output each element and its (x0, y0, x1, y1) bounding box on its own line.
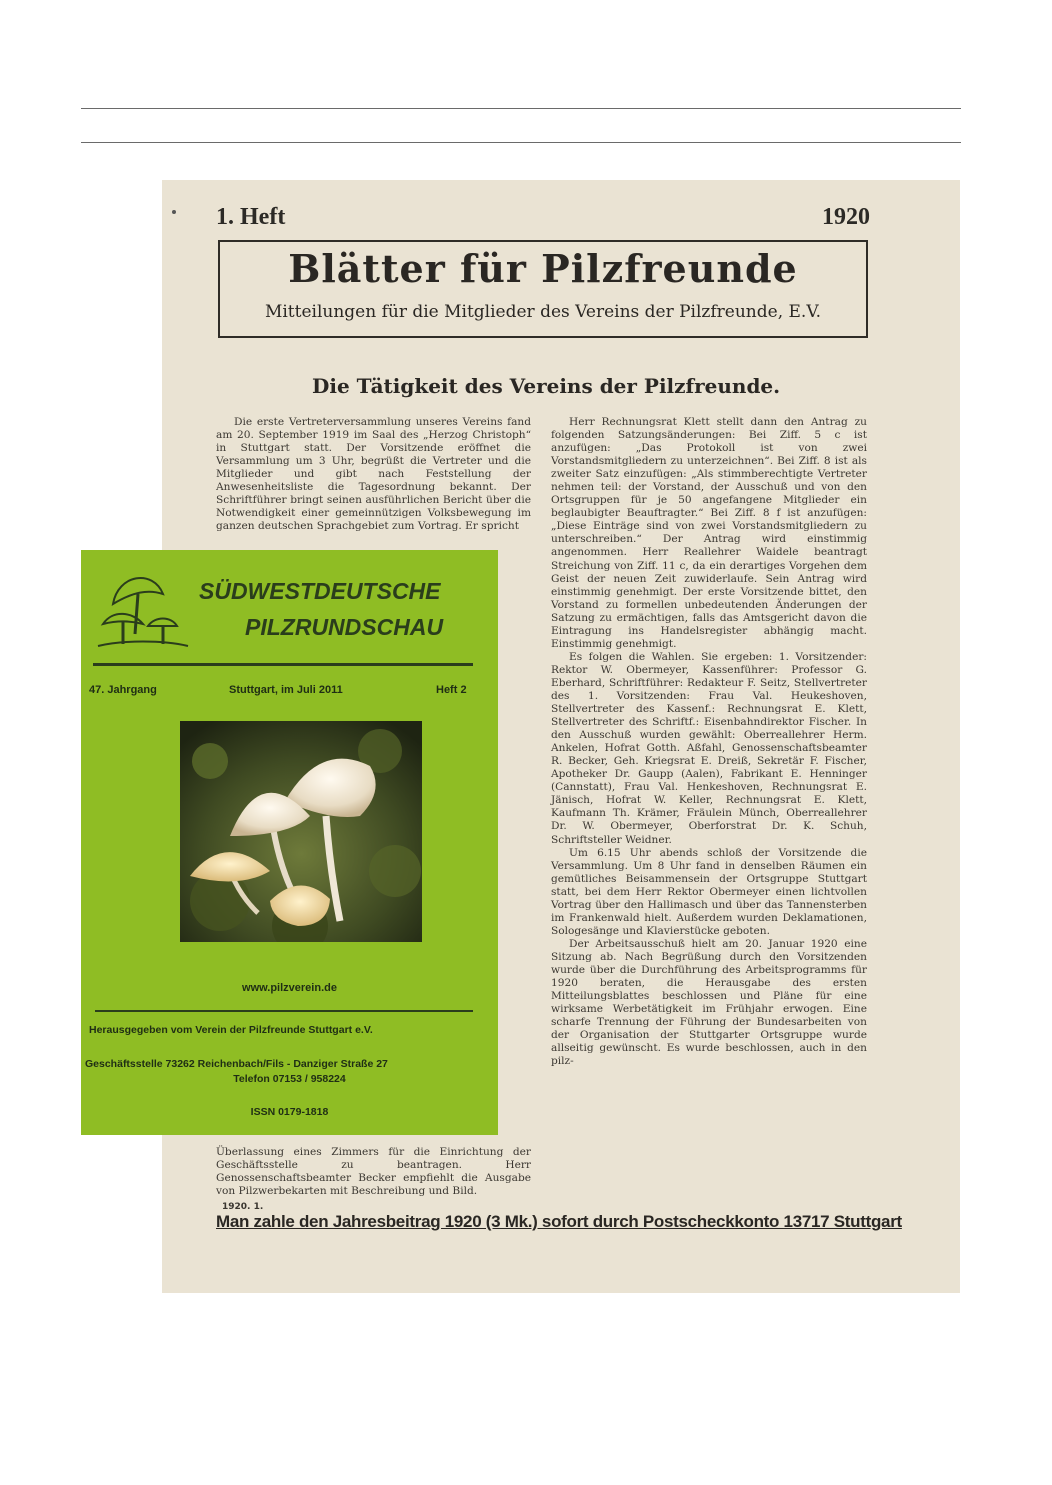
cover-title-line1: SÜDWESTDEUTSCHE (199, 578, 441, 604)
cover-place-date: Stuttgart, im Juli 2011 (229, 684, 343, 696)
article-paragraph: Herr Rechnungsrat Klett stellt dann den Antrag zu folgenden Satzungsänderungen: Bei Ziff. 5 c ist anzufügen: „Das Protokoll ist von zwei Vorstandsmitgliedern zu unterzeichnen“. Bei Ziff. 8 ist als zweiter Satz einzufügen: „Als stimmberechtigte Vertreter nehmen teil: der Vorstand, der Ausschuß und von den Ortsgruppen für je 50 angefangene Mitglieder ein beglaubigter Beauftragter.“ Bei Ziff. 8 f ist anzufügen: „Diese Einträge sind von zwei Vorstandsmitgliedern zu unterschreiben.“ Der Antrag wird einstimmig angenommen. Herr Reallehrer Waidele beantragt Streichung von Ziff. 11 c, da ein derartiges Vorgehen dem Geist der neuen Zeit zuwiderlaufe. Sein Antrag wird einstimmig genehmigt. Der erste Vorsitzende bittet, den Vorstand zu formellen unbedeutenden Änderungen der Satzung zu ermächtigen, falls das Amtsgericht davon die Eintragung ins Handelsregister abhängig macht. Einstimmig genehmigt. (551, 416, 867, 650)
mushroom-photo (180, 721, 422, 942)
article-paragraph: Es folgen die Wahlen. Sie ergeben: 1. Vorsitzender: Rektor W. Obermeyer, Kassenführer: Professor G. Eberhard, Schriftführer: Redakteur F. Seitz, Stellvertreter des 1. Vorsitzenden: Frau Val. Heukeshoven, Stellvertreter des Kassenf.: Rechnungsrat E. Klett, Stellvertreter des Schriftf.: Eisenbahndirektor Fischer. In den Ausschuß wurden gewählt: Oberreallehrer Herm. Ankelen, Hofrat Gotth. Aßfahl, Genossenschaftsbeamter R. Becker, Geh. Kriegsrat E. Dreiß, Sekretär F. Fischer, Apotheker Dr. Gaupp (Aalen), Fabrikant E. Henninger (Cannstatt), Frau Val. Henkeshoven, Rechnungsrat E. Jänisch, Hofrat W. Keller, Rechnungsrat E. Klett, Kaufmann Th. Krämer, Fräulein Münch, Oberreallehrer Dr. W. Obermeyer, Oberforstrat Dr. K. Schuh, Schriftsteller Weidner. (551, 650, 867, 846)
top-rule (81, 108, 961, 109)
masthead-title: Blätter für Pilzfreunde (288, 246, 798, 291)
issue-year: 1920 (822, 204, 870, 230)
article-column-left-end (216, 1146, 531, 1198)
magazine-cover (81, 550, 498, 1135)
cover-issn: ISSN 0179-1818 (250, 1106, 329, 1118)
cover-address: Geschäftsstelle 73262 Reichenbach/Fils - Danziger Straße 27 (85, 1058, 388, 1070)
article-paragraph: Der Arbeitsausschuß hielt am 20. Januar 1920 eine Sitzung ab. Nach Begrüßung durch den Vorsitzenden wurde über die Durchführung des Arbeitsprogramms für 1920 beraten, die Herausgabe des ersten Mitteilungsblattes beschlossen und Pläne für eine wirksame Werbetätigkeit im Frühjahr erwogen. Eine scharfe Trennung der Führung der Bundesarbeiten von der Organisation der Stuttgarter Ortsgruppe wurde allseitig gewünscht. Es wurde beschlossen, auch in den pilz- (551, 937, 867, 1068)
cover-divider (93, 663, 473, 666)
cover-title-line2: PILZRUNDSCHAU (245, 614, 444, 640)
issue-label: 1. Heft (216, 204, 286, 230)
masthead-subtitle: Mitteilungen für die Mitglieder des Vereins der Pilzfreunde, E.V. (264, 302, 822, 322)
article-paragraph: Überlassung eines Zimmers für die Einrichtung der Geschäftsstelle zu beantragen. Herr Genossenschaftsbeamter Becker empfiehlt die Ausgabe von Pilzwerbekarten mit Beschreibung und Bild. (216, 1146, 531, 1198)
masthead (218, 240, 868, 338)
second-rule (81, 142, 961, 143)
article-column-right (551, 416, 867, 1286)
mushroom-logo-icon (93, 564, 193, 652)
article-headline: Die Tätigkeit des Vereins der Pilzfreunde. (312, 374, 781, 398)
issue-mark: 1920. 1. (222, 1202, 264, 1212)
cover-publisher: Herausgegeben vom Verein der Pilzfreunde Stuttgart e.V. (89, 1024, 373, 1036)
article-paragraph: Die erste Vertreterversammlung unseres Vereins fand am 20. September 1919 im Saal des „Herzog Christoph“ in Stuttgart statt. Der Vorsitzende eröffnet die Versammlung um 3 Uhr, begrüßt die Vertreter und die Mitglieder und gibt nach Feststellung der Anwesenheitsliste die Tagesordnung bekannt. Der Schriftführer bringt seinen ausführlichen Bericht über die Notwendigkeit einer gemeinnützigen Volksbewegung im ganzen deutschen Sprachgebiet zum Vortrag. Er spricht (216, 416, 531, 533)
payment-notice: Man zahle den Jahresbeitrag 1920 (3 Mk.) sofort durch Postscheckkonto 13717 Stuttgart (216, 1212, 902, 1231)
cover-divider-bottom (95, 1010, 473, 1012)
paper-speck (172, 210, 176, 214)
cover-phone: Telefon 07153 / 958224 (233, 1073, 346, 1085)
cover-volume: 47. Jahrgang (89, 684, 157, 696)
article-paragraph: Um 6.15 Uhr abends schloß der Vorsitzende die Versammlung. Um 8 Uhr fand in denselben Räumen ein gemütliches Beisammensein der Ortsgruppe Stuttgart statt, bei dem Herr Rektor Obermeyer einen lichtvollen Vortrag über den Hallimasch und über das Tannensterben im Frankenwald hielt. Außerdem wurden Deklamationen, Sologesänge und Klavierstücke geboten. (551, 846, 867, 937)
cover-issue: Heft 2 (436, 684, 467, 696)
cover-url: www.pilzverein.de (242, 982, 337, 994)
